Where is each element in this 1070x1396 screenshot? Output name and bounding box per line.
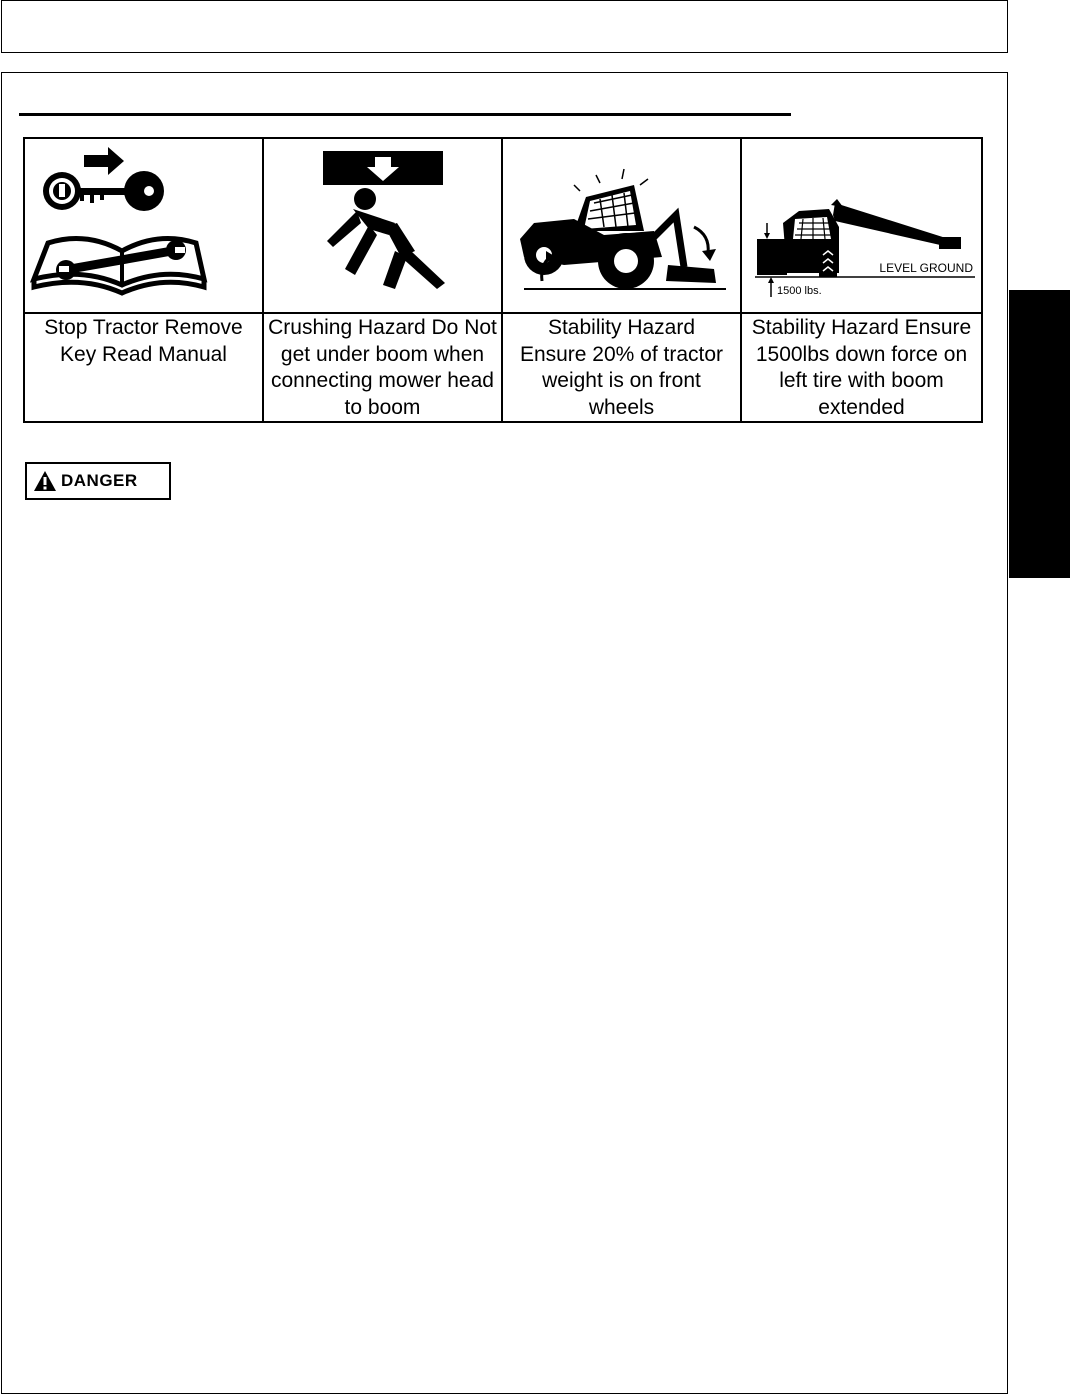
section-title-rule <box>19 113 791 116</box>
crushing-hazard-icon <box>265 139 500 307</box>
decal-cell-stop-tractor <box>24 138 263 313</box>
decal-caption-row <box>24 313 982 422</box>
danger-signal-word <box>25 462 171 500</box>
decal-caption-stability-front: Stability Hazard Ensure 20% of tractor weight is on front wheels <box>519 316 724 419</box>
boom-extended-icon <box>743 139 980 307</box>
danger-word: DANGER <box>61 471 138 490</box>
decal-cell-crushing-hazard <box>263 138 502 313</box>
decal-caption-stop-tractor: Stop Tractor Remove Key Read Manual <box>44 316 243 366</box>
decal-caption-stability-downforce: Stability Hazard Ensure 1500lbs down force on left tire with boom extended <box>751 316 972 419</box>
decal-cell-stability-downforce <box>741 138 982 313</box>
stop-key-manual-icon <box>26 139 261 307</box>
tractor-tip-icon <box>504 139 739 307</box>
decal-cell-stability-front <box>502 138 741 313</box>
force-label: 1500 lbs. <box>777 285 822 297</box>
safety-decal-table <box>23 137 983 423</box>
page-header-box <box>1 0 1008 53</box>
decal-image-row <box>24 138 982 313</box>
decal-caption-cell <box>741 313 982 422</box>
decal-caption-cell <box>502 313 741 422</box>
warning-triangle-icon <box>33 470 57 492</box>
level-ground-label: LEVEL GROUND <box>879 261 973 275</box>
section-side-tab <box>1009 290 1070 578</box>
decal-caption-crushing-hazard: Crushing Hazard Do Not get under boom when connecting mower head to boom <box>268 316 497 419</box>
decal-caption-cell <box>263 313 502 422</box>
decal-caption-cell <box>24 313 263 422</box>
